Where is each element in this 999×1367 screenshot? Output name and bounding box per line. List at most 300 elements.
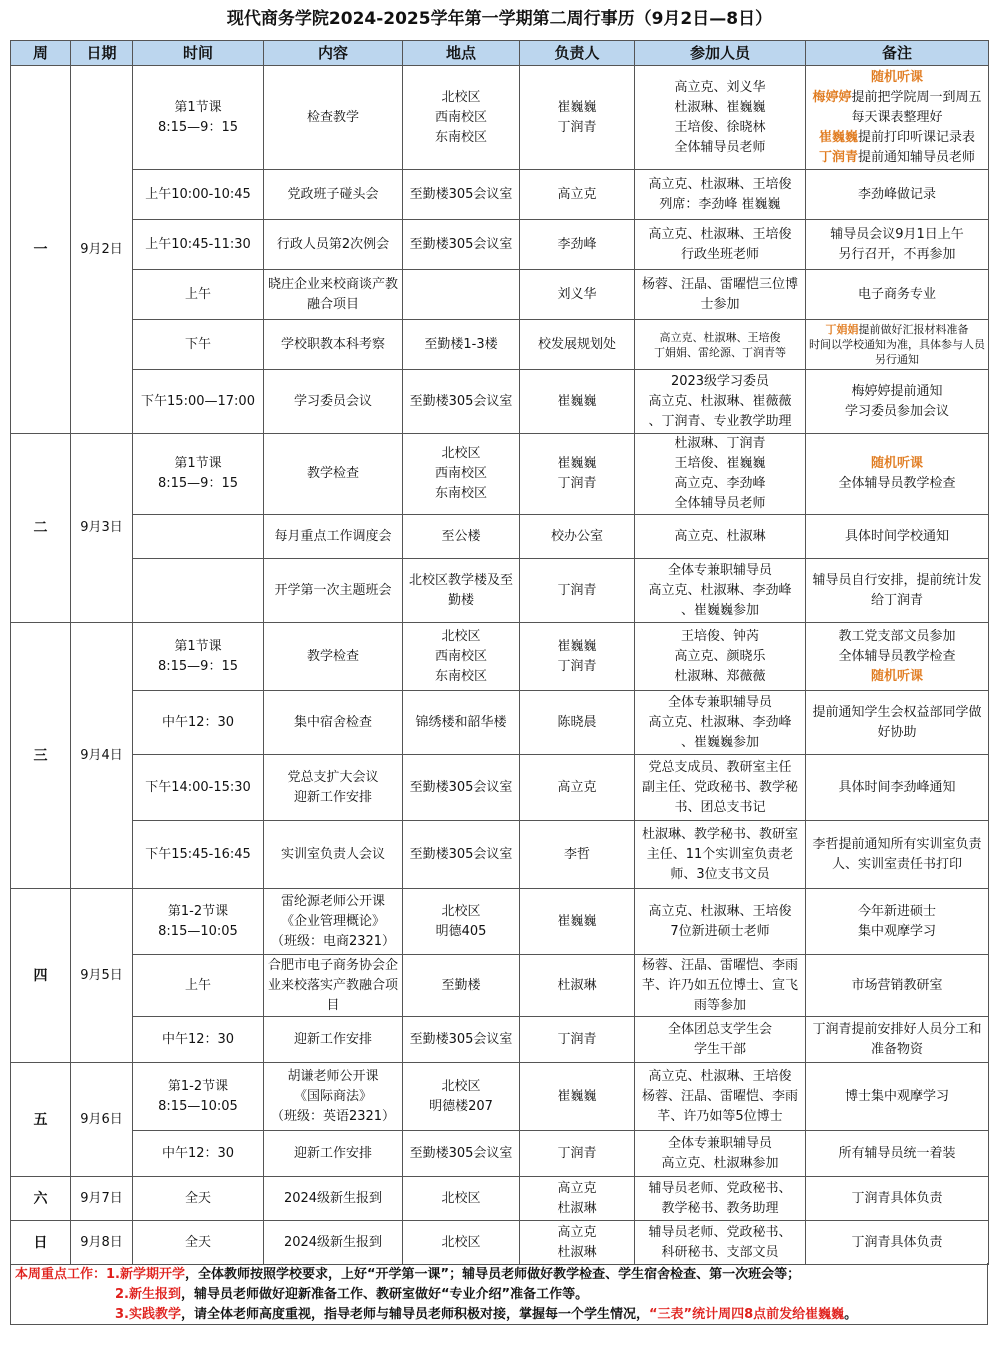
content-cell	[264, 1177, 403, 1221]
remark-segment: 李劲峰做记录	[857, 186, 936, 202]
table-row	[11, 821, 989, 889]
date-cell-text: 9月7日	[80, 1190, 123, 1206]
place-cell-text: 至勤楼305会议室	[409, 1031, 513, 1047]
time-cell	[133, 434, 264, 515]
people-cell-text: 党总支成员、教研室主任 副主任、党政秘书、教学秘书、团总支书记	[641, 759, 798, 815]
remark-segment: 丁娟娟	[825, 323, 859, 336]
time-cell-text: 上午	[184, 286, 211, 302]
people-cell	[635, 370, 806, 434]
place-cell	[403, 434, 520, 515]
content-cell	[264, 220, 403, 270]
content-cell-text: 雷纶源老师公开课 《企业管理概论》 （班级：电商2321）	[270, 893, 396, 949]
people-cell-text: 高立克、杜淑琳	[674, 528, 766, 544]
remark-segment: 丁润青	[818, 149, 858, 165]
place-cell	[403, 66, 520, 170]
lead-cell	[520, 955, 635, 1017]
people-cell	[635, 691, 806, 755]
lead-cell-text: 陈晓晨	[557, 714, 597, 730]
content-cell	[264, 1063, 403, 1131]
week-cell-text: 三	[33, 747, 48, 764]
time-cell	[133, 1063, 264, 1131]
lead-cell	[520, 270, 635, 320]
content-cell	[264, 515, 403, 559]
table-row	[11, 755, 989, 821]
remark-text	[808, 454, 986, 494]
note-2-title: 2.新生报到	[115, 1287, 181, 1302]
place-cell	[403, 559, 520, 623]
table-row	[11, 370, 989, 434]
time-cell	[133, 755, 264, 821]
remark-cell	[806, 370, 989, 434]
content-cell	[264, 434, 403, 515]
place-cell-text: 至勤楼	[441, 977, 481, 993]
content-cell	[264, 370, 403, 434]
content-cell-text: 迎新工作安排	[293, 1031, 372, 1047]
content-cell-text: 实训室负责人会议	[280, 846, 385, 862]
people-cell-text: 2023级学习委员 高立克、杜淑琳、崔薇薇 、丁润青、专业教学助理	[648, 373, 792, 429]
remark-segment: 市场营销教研室	[851, 977, 943, 993]
place-cell-text: 北校区 西南校区 东南校区	[434, 446, 487, 501]
week-cell-text: 二	[33, 520, 48, 536]
remark-text	[808, 527, 986, 547]
remark-cell	[806, 955, 989, 1017]
date-cell-text: 9月4日	[80, 747, 123, 763]
header-row	[11, 41, 989, 66]
table-row	[11, 320, 989, 370]
lead-cell-text: 李劲峰	[557, 236, 597, 252]
place-cell-text: 至勤楼1-3楼	[424, 336, 498, 352]
people-cell	[635, 270, 806, 320]
note-3-highlight: “三表”统计周四8点前发给崔巍巍	[649, 1307, 845, 1322]
place-cell-text: 至勤楼305会议室	[409, 1145, 513, 1161]
time-cell	[133, 889, 264, 955]
note-2-text: ，辅导员老师做好迎新准备工作、教研室做好“专业介绍”准备工作等。	[180, 1287, 589, 1302]
header-place: 地点	[403, 41, 520, 66]
remark-text	[808, 1189, 986, 1209]
lead-cell-text: 崔巍巍 丁润青	[557, 638, 597, 674]
remark-cell	[806, 559, 989, 623]
week-cell-text: 日	[33, 1234, 48, 1251]
time-cell	[133, 559, 264, 623]
time-cell-text: 第1节课 8:15—9：15	[157, 99, 238, 135]
page-title: 现代商务学院2024-2025学年第一学期第二周行事历（9月2日—8日）	[226, 9, 773, 29]
people-cell-text: 辅导员老师、党政秘书、 教学秘书、教务助理	[648, 1180, 792, 1216]
remark-segment: 梅婷婷提前通知 学习委员参加会议	[844, 383, 949, 419]
header-time: 时间	[133, 41, 264, 66]
table-row	[11, 220, 989, 270]
table-row	[11, 1221, 989, 1265]
people-cell	[635, 1063, 806, 1131]
remark-segment: 提前做好汇报材料准备 时间以学校通知为准，具体参与人员另行通知	[809, 323, 985, 366]
week-cell-text: 四	[33, 967, 48, 984]
time-cell	[133, 370, 264, 434]
lead-cell	[520, 1221, 635, 1265]
lead-cell	[520, 370, 635, 434]
time-cell-text: 下午	[184, 336, 211, 352]
remark-segment: 丁润青具体负责	[851, 1190, 943, 1206]
place-cell-text: 北校区 明德405	[435, 903, 487, 939]
content-cell-text: 行政人员第2次例会	[276, 236, 390, 252]
time-cell	[133, 270, 264, 320]
remark-segment: 随机听课	[870, 668, 923, 684]
content-cell	[264, 1131, 403, 1177]
time-cell-text: 下午15:45-16:45	[145, 846, 251, 862]
time-cell-text: 中午12：30	[161, 714, 235, 730]
header-date: 日期	[71, 41, 133, 66]
note-line-3	[15, 1305, 983, 1325]
lead-cell-text: 校发展规划处	[537, 336, 616, 352]
place-cell	[403, 220, 520, 270]
time-cell	[133, 1017, 264, 1063]
header-lead: 负责人	[520, 41, 635, 66]
time-cell	[133, 515, 264, 559]
content-cell-text: 党政班子碰头会	[287, 186, 379, 202]
people-cell	[635, 559, 806, 623]
time-cell	[133, 1131, 264, 1177]
lead-cell-text: 丁润青	[557, 1145, 597, 1161]
people-cell	[635, 220, 806, 270]
time-cell	[133, 170, 264, 220]
people-cell	[635, 623, 806, 691]
content-cell	[264, 66, 403, 170]
place-cell-text: 至勤楼305会议室	[409, 236, 513, 252]
date-cell-text: 9月3日	[80, 520, 123, 535]
people-cell-text: 高立克、杜淑琳、王培俊 7位新进硕士老师	[648, 903, 792, 939]
people-cell	[635, 755, 806, 821]
time-cell-text: 下午14:00-15:30	[145, 779, 251, 795]
date-cell	[71, 434, 133, 623]
lead-cell-text: 高立克	[557, 186, 597, 202]
lead-cell	[520, 320, 635, 370]
table-row	[11, 66, 989, 170]
remark-text	[808, 976, 986, 996]
people-cell	[635, 515, 806, 559]
remark-segment: 今年新进硕士 集中观摩学习	[857, 903, 936, 939]
place-cell	[403, 623, 520, 691]
people-cell-text: 高立克、杜淑琳、王培俊 丁娟娟、雷纶源、丁润青等	[654, 330, 786, 359]
people-cell-text: 杜淑琳、丁润青 王培俊、崔巍巍 高立克、李劲峰 全体辅导员老师	[674, 436, 766, 511]
people-cell-text: 全体专兼职辅导员 高立克、杜淑琳参加	[661, 1135, 779, 1171]
people-cell-text: 杨蓉、汪晶、雷曜恺三位博士参加	[641, 276, 798, 312]
content-cell-text: 晓庄企业来校商谈产教融合项目	[267, 276, 398, 312]
key-work-notes	[10, 1263, 988, 1325]
table-row	[11, 170, 989, 220]
date-cell-text: 9月5日	[80, 967, 123, 983]
note-3-title: 3.实践教学	[115, 1307, 181, 1322]
time-cell-text: 上午10:00-10:45	[145, 186, 251, 202]
people-cell	[635, 955, 806, 1017]
remark-segment: 提前通知学生会权益部同学做好协助	[812, 704, 982, 740]
place-cell	[403, 170, 520, 220]
date-cell	[71, 66, 133, 434]
remark-segment: 提前打印听课记录表	[858, 129, 976, 145]
content-cell-text: 开学第一次主题班会	[274, 582, 392, 598]
place-cell-text: 至勤楼305会议室	[409, 186, 513, 202]
table-row	[11, 559, 989, 623]
remark-cell	[806, 755, 989, 821]
remark-segment: 丁润青提前安排好人员分工和准备物资	[812, 1021, 982, 1057]
remark-segment: 辅导员自行安排，提前统计发给丁润青	[812, 572, 982, 608]
date-cell-text: 9月2日	[80, 241, 123, 257]
lead-cell-text: 崔巍巍 丁润青	[557, 456, 597, 491]
place-cell	[403, 1063, 520, 1131]
note-1-title: 1.新学期开学	[106, 1267, 185, 1282]
remark-segment: 辅导员会议9月1日上午 另行召开，不再参加	[830, 226, 964, 262]
table-row	[11, 270, 989, 320]
lead-cell-text: 高立克	[557, 779, 597, 795]
remark-cell	[806, 320, 989, 370]
remark-text	[808, 285, 986, 305]
time-cell-text: 上午	[184, 977, 211, 993]
remark-segment: 提前把学院周一到周五每天课表整理好	[851, 89, 982, 125]
remark-cell	[806, 515, 989, 559]
time-cell-text: 第1节课 8:15—9：15	[157, 638, 238, 674]
place-cell-text: 锦绣楼和韶华楼	[415, 714, 507, 730]
lead-cell	[520, 1017, 635, 1063]
place-cell-text: 北校区 西南校区 东南校区	[434, 89, 487, 145]
week-cell-text: 一	[33, 241, 48, 258]
date-cell	[71, 1177, 133, 1221]
people-cell	[635, 434, 806, 515]
time-cell	[133, 1221, 264, 1265]
lead-cell-text: 崔巍巍 丁润青	[557, 99, 597, 135]
time-cell	[133, 821, 264, 889]
date-cell	[71, 623, 133, 889]
place-cell-text: 北校区教学楼及至勤楼	[408, 572, 513, 608]
place-cell	[403, 821, 520, 889]
note-line-1	[15, 1265, 983, 1285]
remark-text	[808, 225, 986, 265]
content-cell	[264, 1017, 403, 1063]
remark-cell	[806, 220, 989, 270]
place-cell-text: 北校区	[441, 1190, 481, 1206]
time-cell-text: 第1-2节课 8:15—10:05	[158, 1078, 238, 1114]
remark-cell	[806, 1017, 989, 1063]
time-cell	[133, 1177, 264, 1221]
remark-cell	[806, 889, 989, 955]
lead-cell	[520, 170, 635, 220]
time-cell	[133, 66, 264, 170]
time-cell	[133, 955, 264, 1017]
time-cell-text: 下午15:00—17:00	[141, 393, 255, 409]
time-cell-text: 第1-2节课 8:15—10:05	[158, 903, 238, 939]
people-cell-text: 辅导员老师、党政秘书、 科研秘书、支部文员	[648, 1224, 792, 1260]
content-cell	[264, 623, 403, 691]
people-cell-text: 高立克、杜淑琳、王培俊 列席：李劲峰 崔巍巍	[648, 176, 792, 212]
table-row	[11, 1063, 989, 1131]
content-cell-text: 迎新工作安排	[293, 1145, 372, 1161]
date-cell-text: 9月8日	[80, 1234, 123, 1250]
place-cell	[403, 270, 520, 320]
lead-cell	[520, 559, 635, 623]
header-remark: 备注	[806, 41, 989, 66]
lead-cell-text: 崔巍巍	[557, 913, 597, 929]
remark-cell	[806, 1177, 989, 1221]
week-cell	[11, 434, 71, 623]
remark-segment: 梅婷婷	[812, 89, 852, 105]
week-cell	[11, 66, 71, 434]
people-cell-text: 杨蓉、汪晶、雷曜恺、李雨芊、许乃如五位博士、宣飞雨等参加	[641, 957, 798, 1013]
people-cell-text: 王培俊、钟芮 高立克、颜晓乐 杜淑琳、郑薇薇	[674, 628, 766, 684]
content-cell	[264, 755, 403, 821]
note-label: 本周重点工作：	[15, 1267, 107, 1282]
week-cell	[11, 1177, 71, 1221]
lead-cell	[520, 66, 635, 170]
remark-segment: 教工党支部文员参加 全体辅导员教学检查	[838, 628, 956, 664]
content-cell-text: 每月重点工作调度会	[274, 528, 392, 544]
remark-cell	[806, 1063, 989, 1131]
remark-text	[808, 835, 986, 875]
people-cell	[635, 1177, 806, 1221]
remark-text	[808, 627, 986, 687]
remark-segment: 随机听课	[870, 456, 923, 471]
people-cell	[635, 320, 806, 370]
remark-segment: 具体时间李劲峰通知	[838, 779, 956, 795]
header-week: 周	[11, 41, 71, 66]
remark-cell	[806, 1221, 989, 1265]
content-cell	[264, 270, 403, 320]
time-cell-text: 全天	[184, 1234, 211, 1250]
content-cell-text: 教学检查	[306, 648, 359, 664]
time-cell-text: 全天	[184, 1190, 211, 1206]
people-cell	[635, 1131, 806, 1177]
lead-cell-text: 杜淑琳	[557, 977, 597, 993]
people-cell	[635, 1017, 806, 1063]
lead-cell	[520, 623, 635, 691]
content-cell-text: 2024级新生报到	[283, 1190, 383, 1206]
content-cell-text: 2024级新生报到	[283, 1234, 383, 1250]
remark-segment: 所有辅导员统一着装	[838, 1145, 956, 1161]
people-cell-text: 全体专兼职辅导员 高立克、杜淑琳、李劲峰 、崔巍巍参加	[648, 562, 792, 618]
schedule-body	[11, 66, 989, 1265]
remark-text	[808, 185, 986, 205]
lead-cell-text: 高立克 杜淑琳	[557, 1180, 597, 1216]
remark-segment: 崔巍巍	[818, 129, 858, 145]
lead-cell	[520, 691, 635, 755]
content-cell-text: 检查教学	[306, 109, 359, 125]
time-cell-text: 第1节课 8:15—9：15	[157, 456, 238, 491]
remark-text	[808, 68, 986, 168]
place-cell	[403, 691, 520, 755]
content-cell	[264, 955, 403, 1017]
place-cell	[403, 1017, 520, 1063]
remark-text	[808, 571, 986, 611]
place-cell-text: 至勤楼305会议室	[409, 846, 513, 862]
remark-cell	[806, 1131, 989, 1177]
content-cell	[264, 691, 403, 755]
people-cell-text: 杜淑琳、教学秘书、教研室主任、11个实训室负责老师、3位支书文员	[641, 826, 798, 882]
time-cell	[133, 623, 264, 691]
lead-cell	[520, 889, 635, 955]
table-row	[11, 623, 989, 691]
remark-text	[808, 1233, 986, 1253]
lead-cell	[520, 1131, 635, 1177]
people-cell-text: 高立克、杜淑琳、王培俊 杨蓉、汪晶、雷曜恺、李雨芊、许乃如等5位博士	[641, 1068, 798, 1124]
remark-text	[808, 902, 986, 942]
place-cell	[403, 1221, 520, 1265]
remark-text	[808, 322, 986, 367]
remark-segment: 全体辅导员教学检查	[838, 476, 956, 491]
people-cell-text: 高立克、刘义华 杜淑琳、崔巍巍 王培俊、徐晓林 全体辅导员老师	[674, 79, 766, 155]
time-cell	[133, 220, 264, 270]
week-cell-text: 六	[33, 1190, 48, 1207]
place-cell-text: 至勤楼305会议室	[409, 393, 513, 409]
content-cell	[264, 889, 403, 955]
place-cell	[403, 955, 520, 1017]
people-cell	[635, 66, 806, 170]
people-cell	[635, 1221, 806, 1265]
content-cell-text: 学校职教本科考察	[280, 336, 385, 352]
content-cell	[264, 1221, 403, 1265]
date-cell	[71, 889, 133, 1063]
people-cell	[635, 821, 806, 889]
remark-segment: 李哲提前通知所有实训室负责人、实训室责任书打印	[812, 836, 982, 872]
remark-cell	[806, 623, 989, 691]
remark-segment: 电子商务专业	[857, 286, 936, 302]
lead-cell-text: 崔巍巍	[557, 1088, 597, 1104]
header-people: 参加人员	[635, 41, 806, 66]
lead-cell-text: 丁润青	[557, 1031, 597, 1047]
table-row	[11, 889, 989, 955]
lead-cell	[520, 434, 635, 515]
remark-cell	[806, 691, 989, 755]
time-cell	[133, 691, 264, 755]
schedule-table	[10, 40, 989, 1265]
place-cell	[403, 320, 520, 370]
time-cell-text: 中午12：30	[161, 1031, 235, 1047]
remark-text	[808, 778, 986, 798]
place-cell-text: 北校区 明德楼207	[429, 1078, 493, 1114]
place-cell	[403, 515, 520, 559]
people-cell-text: 全体专兼职辅导员 高立克、杜淑琳、李劲峰 、崔巍巍参加	[648, 694, 792, 750]
place-cell-text: 北校区	[441, 1234, 481, 1250]
week-cell	[11, 889, 71, 1063]
content-cell-text: 学习委员会议	[293, 393, 372, 409]
week-cell	[11, 623, 71, 889]
table-row	[11, 1131, 989, 1177]
remark-text	[808, 382, 986, 422]
content-cell	[264, 559, 403, 623]
remark-text	[808, 1020, 986, 1060]
lead-cell-text: 崔巍巍	[557, 393, 597, 409]
place-cell	[403, 889, 520, 955]
place-cell-text: 至勤楼305会议室	[409, 779, 513, 795]
table-row	[11, 1177, 989, 1221]
remark-text	[808, 1144, 986, 1164]
table-row	[11, 691, 989, 755]
people-cell-text: 全体团总支学生会 学生干部	[667, 1021, 772, 1057]
note-line-2	[15, 1285, 983, 1305]
lead-cell	[520, 1063, 635, 1131]
remark-segment: 丁润青具体负责	[851, 1234, 943, 1250]
remark-segment: 博士集中观摩学习	[844, 1088, 949, 1104]
header-content: 内容	[264, 41, 403, 66]
content-cell-text: 合肥市电子商务协会企业来校落实产教融合项目	[267, 957, 398, 1013]
date-cell	[71, 1221, 133, 1265]
remark-segment: 具体时间学校通知	[844, 528, 949, 544]
content-cell-text: 集中宿舍检查	[293, 714, 372, 730]
place-cell	[403, 1177, 520, 1221]
remark-segment: 随机听课	[870, 69, 923, 85]
lead-cell	[520, 515, 635, 559]
lead-cell	[520, 1177, 635, 1221]
lead-cell	[520, 755, 635, 821]
lead-cell-text: 丁润青	[557, 582, 597, 598]
remark-text	[808, 1087, 986, 1107]
time-cell-text: 中午12：30	[161, 1145, 235, 1161]
table-row	[11, 955, 989, 1017]
date-cell	[71, 1063, 133, 1177]
